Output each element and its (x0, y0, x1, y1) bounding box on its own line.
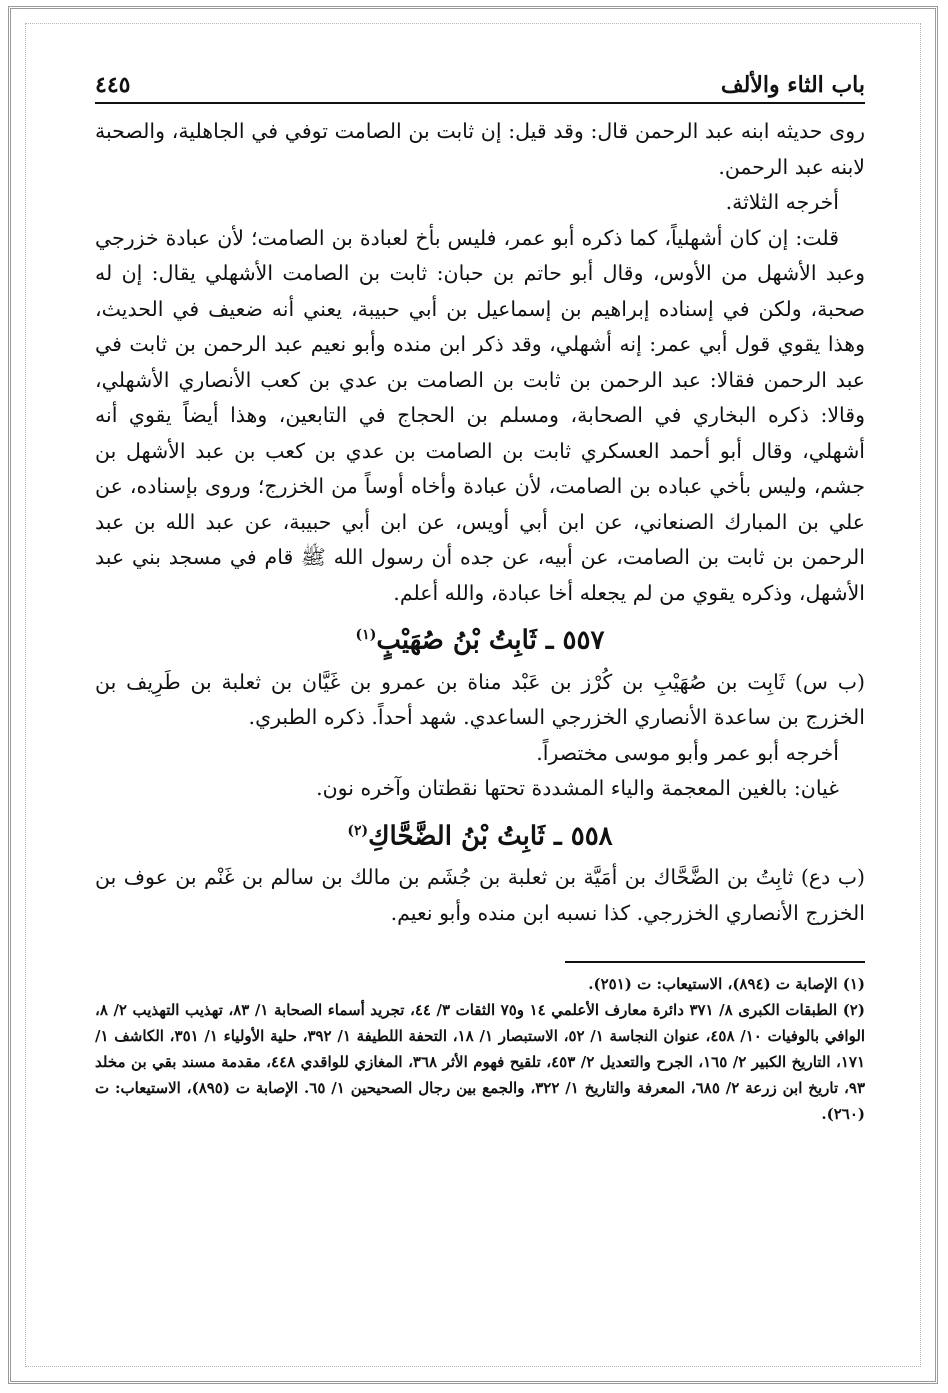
entry-title-text: ٥٥٧ ـ ثَابِتُ بْنُ صُهَيْبٍ (376, 625, 605, 656)
footnotes (95, 971, 865, 1127)
paragraph: روى حديثه ابنه عبد الرحمن قال: وقد قيل: إن ثابت بن الصامت توفي في الجاهلية، والصحبة لابنه عبد الرحمن. (95, 119, 865, 179)
footnote: (١) الإصابة ت (٨٩٤)، الاستيعاب: ت (٢٥١). (588, 975, 865, 994)
footnote: (٢) الطبقات الكبرى ٨/ ٣٧١ دائرة معارف الأعلمي ١٤ و٧٥ الثقات ٣/ ٤٤، تجريد أسماء الصحابة ١/ ٨٣، تهذيب التهذيب ٢/ ٨، الوافي بالوفيات ١٠/ ٤٥٨، عنوان النجاسة ١/ ٥٢، الاستبصار ١/ ١٨، التحفة اللطيفة ١/ ٣٩٢، حلية الأولياء ١/ ٣٥١، الكاشف ١/ ١٧١، التاريخ الكبير ٢/ ١٦٥، الجرح والتعديل ٢/ ٤٥٣، تلقيح فهوم الأثر ٣٦٨، المغازي للواقدي ٤٤٨، مقدمة مسند بقي بن مخلد ٩٣، تاريخ ابن زرعة ٢/ ٦٨٥، المعرفة والتاريخ ١/ ٣٢٢، والجمع بين رجال الصحيحين ١/ ٦٥. الإصابة ت (٨٩٥)، الاستيعاب: ت (٢٦٠). (95, 1001, 866, 1124)
book-page (95, 60, 865, 1127)
paragraph: (ب دع) ثابِتُ بن الضَّحَّاك بن أمَيَّة بن ثعلبة بن جُشَم بن مالك بن سالم بن غَنْم بن عوف بن الخزرج الأنصاري الخزرجي. كذا نسبه ابن منده وأبو نعيم. (95, 865, 865, 925)
entry-title-558 (95, 811, 865, 857)
entry-title-557 (95, 615, 865, 661)
footnote-separator (565, 961, 865, 963)
paragraph: قلت: إن كان أشهلياً، كما ذكره أبو عمر، فليس بأخ لعبادة بن الصامت؛ لأن عبادة خزرجي وعبد الأشهل من الأوس، وقال أبو حاتم بن حبان: ثابت بن الصامت الأشهلي يقال: إن له صحبة، ولكن في إسناده إبراهيم بن إسماعيل بن أبي حبيبة، يعني أنه ضعيف في الحديث، وهذا يقوي قول أبي عمر: إنه أشهلي، وقد ذكر ابن منده وأبو نعيم عبد الرحمن بن ثابت في عبد الرحمن فقالا: عبد الرحمن بن ثابت بن الصامت بن عدي بن كعب الأنصاري الأشهلي، وقالا: ذكره البخاري في الصحابة، ومسلم بن الحجاج في التابعين، وهذا أيضاً يقوي أنه أشهلي، وقال أبو أحمد العسكري ثابت بن الصامت بن عدي بن كعب بن عبد الأشهل بن جشم، وليس بأخي عباده بن الصامت، لأن عبادة وأخاه أوساً من الخزرج؛ وروى بإسناده، عن علي بن المبارك الصنعاني، عن ابن أبي أويس، عن ابن أبي حبيبة، عن عبد الله بن عبد الرحمن بن ثابت بن الصامت، عن أبيه، عن جده أن رسول الله ﷺ قام في مسجد بني عبد الأشهل، وذكره يقوي من لم يجعله أخا عبادة، والله أعلم. (95, 225, 865, 605)
page-number: ٤٤٥ (95, 72, 131, 98)
paragraph: غيان: بالغين المعجمة والياء المشددة تحتها نقطتان وآخره نون. (316, 776, 839, 801)
paragraph: أخرجه أبو عمر وأبو موسى مختصراً. (536, 740, 839, 765)
footnote-ref: (٢) (347, 822, 369, 839)
footnote-ref: (١) (355, 627, 377, 643)
header-rule (95, 102, 865, 104)
paragraph: (ب س) ثَابِت بن صُهَيْبِ بن كُرْز بن عَبْد مناة بن عمرو بن غَيَّان بن ثعلبة بن طَرِيف بن الخزرج بن ساعدة الأنصاري الخزرجي الساعدي. شهد أحداً. ذكره الطبري. (95, 669, 865, 730)
chapter-title: باب الثاء والألف (720, 72, 865, 98)
entry-title-text: ٥٥٨ ـ ثَابِتُ بْنُ الضَّحَّاكِ (368, 821, 613, 852)
paragraph: أخرجه الثلاثة. (725, 190, 839, 214)
running-head (95, 60, 865, 98)
